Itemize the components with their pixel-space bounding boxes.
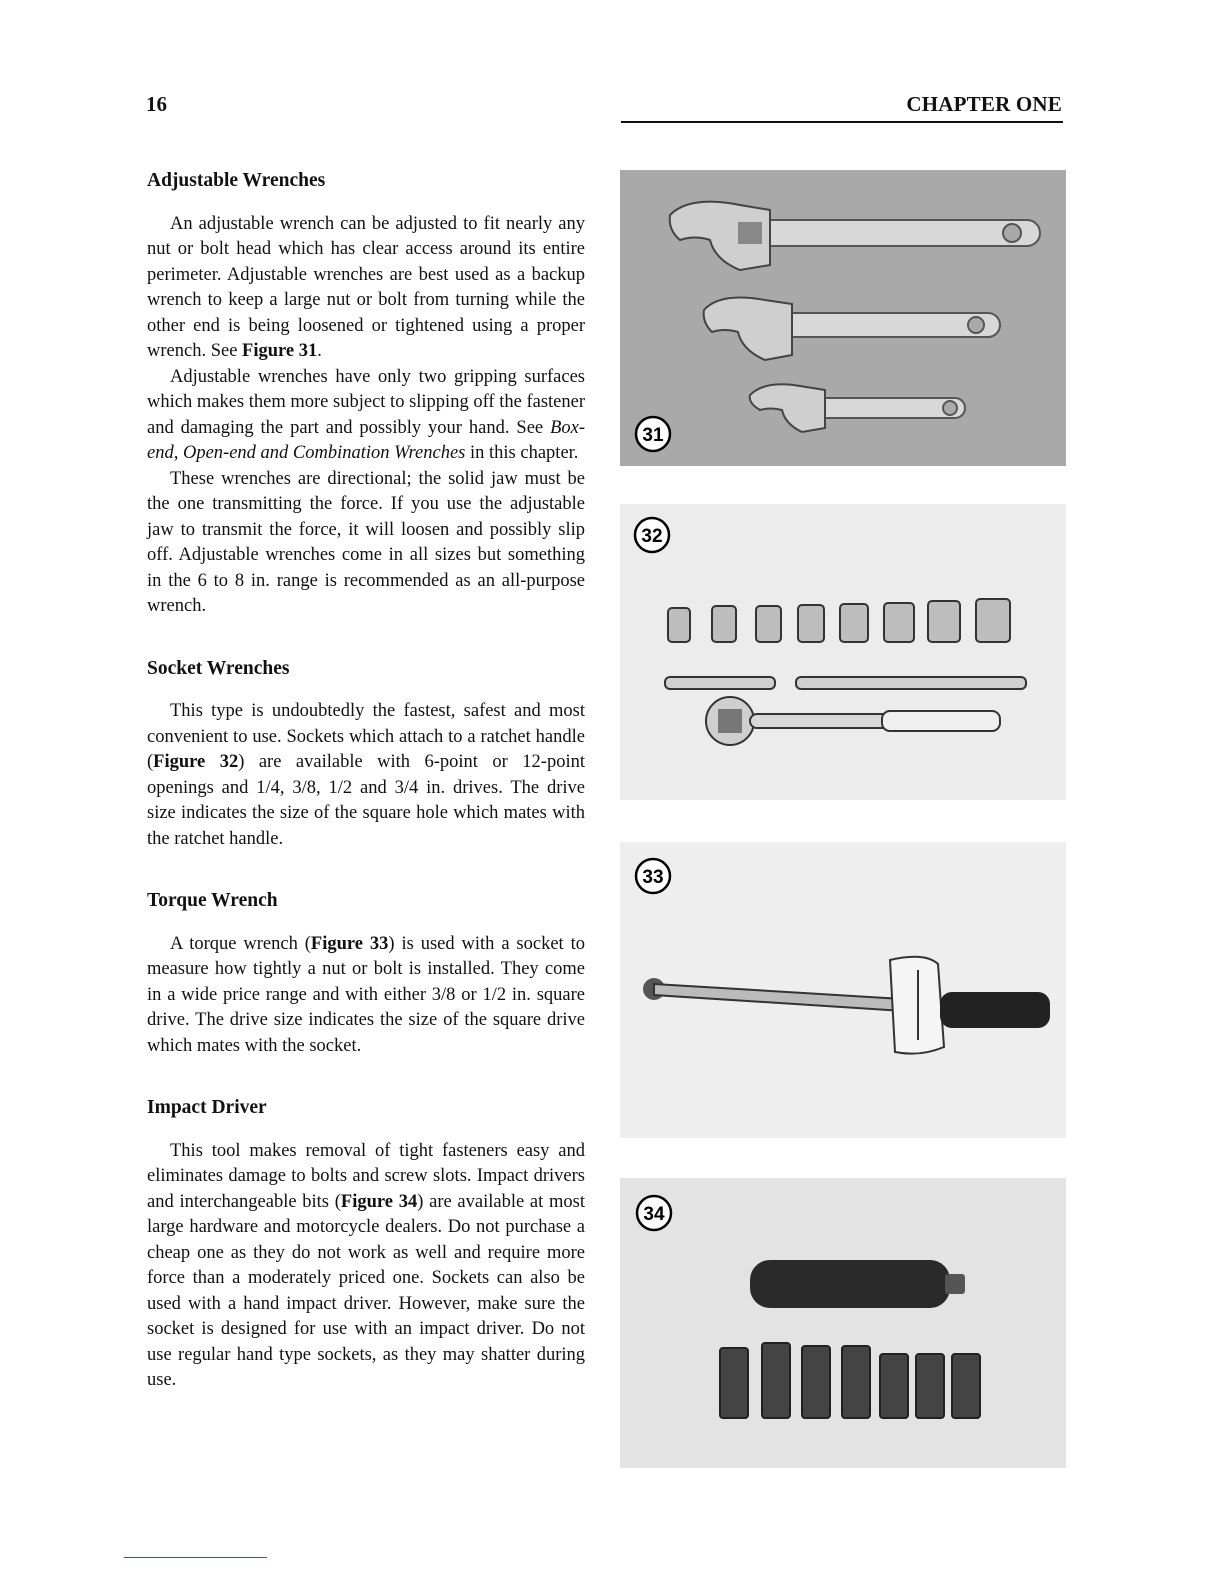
page-header <box>146 92 1062 122</box>
header-rule <box>621 121 1063 123</box>
footer-rule <box>124 1557 267 1558</box>
paragraph: An adjustable wrench can be adjusted to fit nearly any nut or bolt head which has clear access around its entire perimeter. Adjustable wrenches are best used as a backup wrench to keep a large nut or bolt from turning while the other end is being loosened or tightened using a proper wrench. See Figure 31. <box>147 213 585 361</box>
figure-number-badge <box>635 518 669 552</box>
paragraph: Adjustable wrenches have only two gripping surfaces which makes them more subject to slipping off the fastener and damaging the part and possibly your hand. See Box-end, Open-end and Combination Wrenches in this chapter. <box>147 366 585 463</box>
svg-text:33: 33 <box>642 867 664 888</box>
paragraph: A torque wrench (Figure 33) is used with a socket to measure how tightly a nut or bolt is installed. They come in a wide price range and with either 3/8 or 1/2 in. square drive. The drive size indicates the size of the square drive which mates with the socket. <box>147 933 585 1056</box>
figure-reference: Figure 32 <box>153 752 239 772</box>
chapter-title: CHAPTER ONE <box>906 92 1062 116</box>
paragraph: These wrenches are directional; the solid jaw must be the one transmitting the force. If you use the adjustable jaw to transmit the force, it will loosen and possibly slip off. Adjustable wrenches come in all sizes but something in the 6 to 8 in. range is recommended as an all-purpose wrench. <box>147 468 585 616</box>
figure-number-badge <box>636 859 670 893</box>
section-heading: Adjustable Wrenches <box>147 170 326 191</box>
section-torque-wrench <box>147 888 585 1059</box>
page-number: 16 <box>146 92 167 116</box>
figure-reference: Figure 33 <box>310 933 389 954</box>
figure-32-socket-set-photo <box>620 504 1066 800</box>
figure-reference: Figure 34 <box>340 1191 418 1212</box>
figure-number-badge <box>637 1196 671 1230</box>
figure-34-impact-driver-photo <box>620 1178 1066 1468</box>
svg-text:31: 31 <box>642 425 664 446</box>
extension-bars <box>665 677 1026 689</box>
section-impact-driver <box>147 1095 585 1394</box>
figure-reference: Figure 31 <box>242 341 318 361</box>
text-column <box>147 168 585 1430</box>
figure-33-torque-wrench-photo <box>620 842 1066 1138</box>
section-heading: Socket Wrenches <box>147 657 290 679</box>
section-heading: Torque Wrench <box>147 890 278 911</box>
paragraph: This type is undoubtedly the fastest, safest and most convenient to use. Sockets which attach to a ratchet handle (Figure 32) are available with 6-point or 12-point openings and 1/4, 3/8, 1/2 and 3/4 in. drives. The drive size indicates the size of the square hole which mates with the ratchet handle. <box>147 701 585 849</box>
impact-driver <box>750 1260 965 1308</box>
section-heading: Impact Driver <box>147 1097 267 1118</box>
svg-text:32: 32 <box>641 526 663 547</box>
cross-reference: Box-end, Open-end and Combination Wrenches <box>147 417 585 463</box>
section-adjustable-wrenches <box>147 168 585 620</box>
paragraph: This tool makes removal of tight fasteners easy and eliminates damage to bolts and screw slots. Impact drivers and interchangeable bits (Figure 34) are available at most large hardware and motorcycle dealers. Do not purchase a cheap one as they do not work as well and require more force than a moderately priced one. Sockets can also be used with a hand impact driver. However, make sure the socket is designed for use with an impact driver. Do not use regular hand type sockets, as they may shatter during use. <box>147 1140 585 1390</box>
section-socket-wrenches <box>147 656 585 853</box>
svg-text:34: 34 <box>643 1204 665 1225</box>
figure-31-adjustable-wrenches-photo <box>620 170 1066 466</box>
figure-number-badge <box>636 417 670 451</box>
